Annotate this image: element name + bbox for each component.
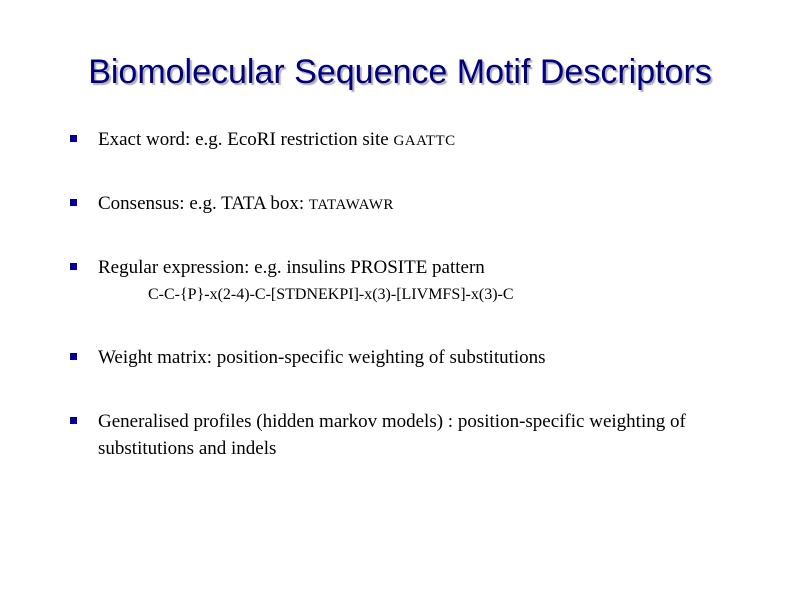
bullet-square-icon — [70, 353, 77, 360]
bullet-square-icon — [70, 417, 77, 424]
bullet-consensus — [70, 190, 730, 219]
bullet-text: Consensus: e.g. TATA box: — [98, 193, 309, 214]
bullet-square-icon — [70, 135, 77, 142]
sequence-gaattc: GAATTC — [393, 133, 456, 149]
bullet-text: Weight matrix: position-specific weighting of substitutions — [98, 347, 546, 368]
slide-title: Biomolecular Sequence Motif Descriptors — [88, 53, 712, 91]
bullet-exact-word — [70, 126, 730, 155]
bullet-text: Generalised profiles (hidden markov models) : position-specific weighting of substitutions and indels — [98, 411, 686, 459]
sequence-tatawawr: TATAWAWR — [308, 197, 394, 213]
prosite-pattern: C-C-{P}-x(2-4)-C-[STDNEKPI]-x(3)-[LIVMFS]-x(3)-C — [148, 286, 514, 303]
bullet-square-icon — [70, 263, 77, 270]
bullet-text: Exact word: e.g. EcoRI restriction site — [98, 129, 394, 150]
bullet-weight-matrix — [70, 344, 730, 371]
bullet-generalised-profiles — [70, 408, 730, 462]
bullet-text: Regular expression: e.g. insulins PROSITE pattern — [98, 257, 485, 278]
bullet-square-icon — [70, 199, 77, 206]
bullet-regular-expression — [70, 254, 730, 281]
